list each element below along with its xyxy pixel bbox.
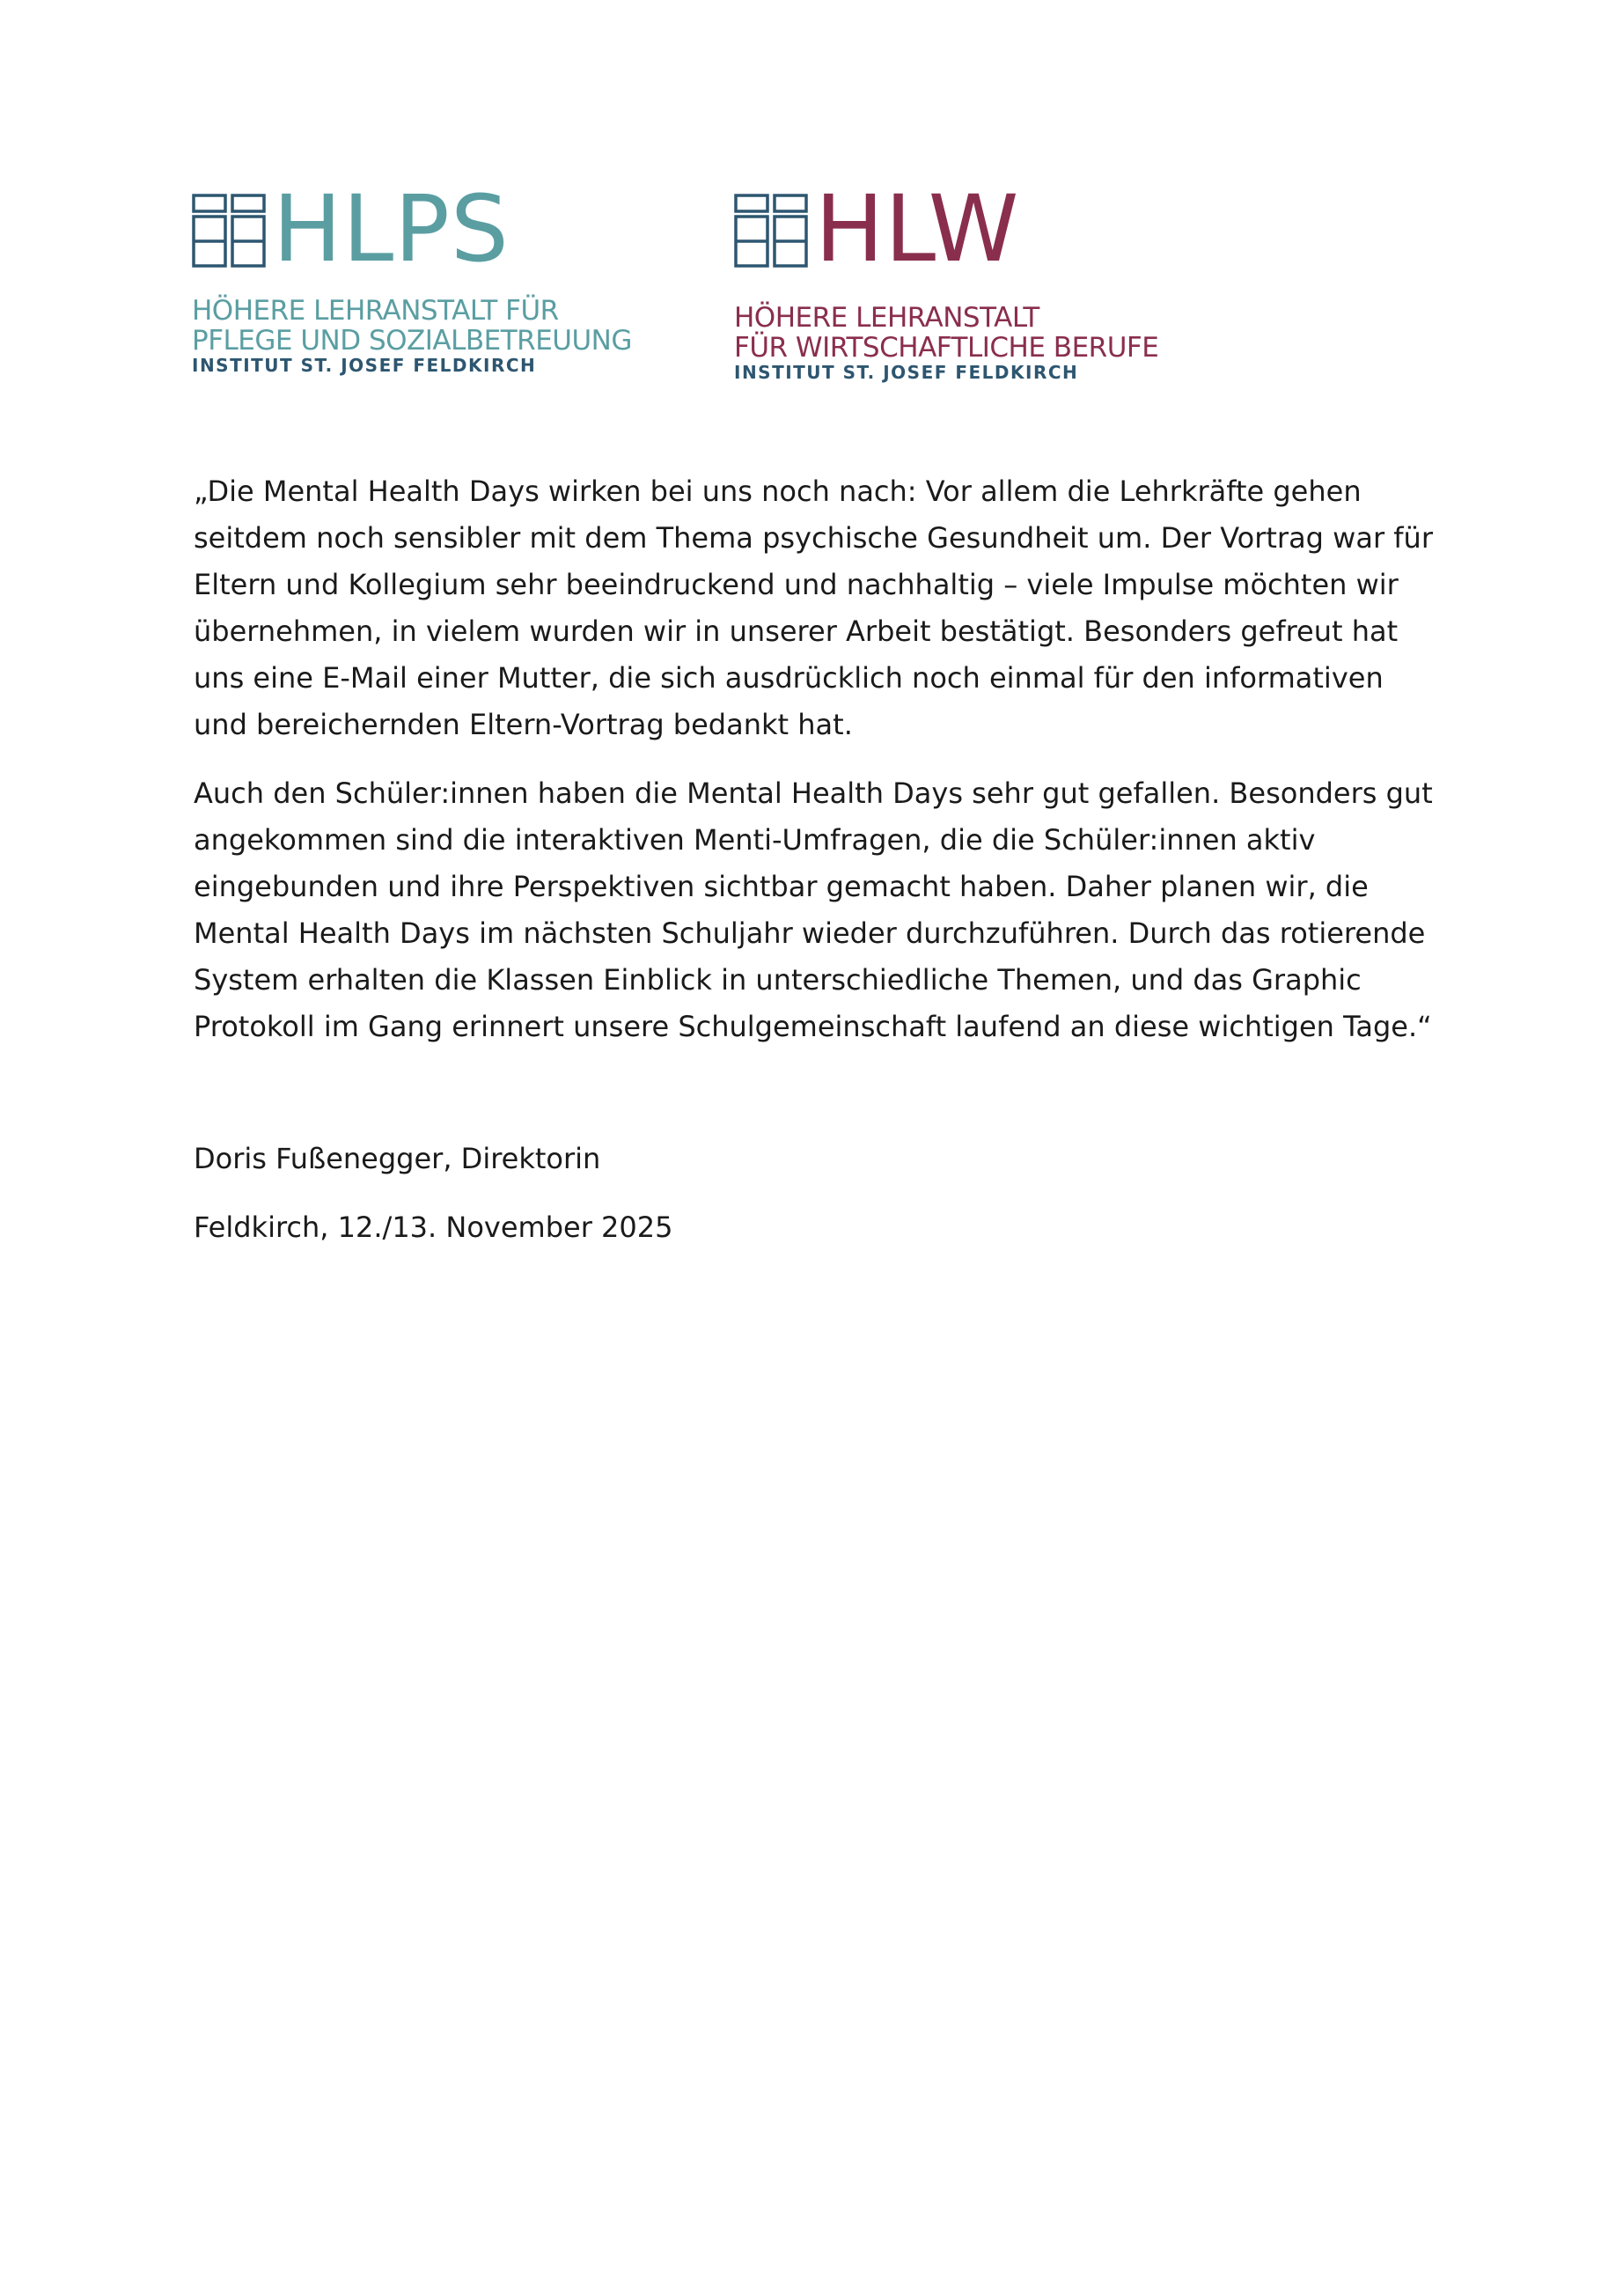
place-date: Feldkirch, 12./13. November 2025 — [194, 1211, 673, 1244]
hlw-abbreviation: HLW — [815, 175, 1020, 283]
hlps-name-line2: PFLEGE UND SOZIALBETREUUNG — [192, 325, 632, 357]
signature-block — [194, 1136, 672, 1251]
quote-paragraph-2: Auch den Schüler:innen haben die Mental Health Days sehr gut gefallen. Besonders gut angekommen sind die interaktiven Menti-Umfragen, die die Schüler:innen aktiv eingebunden und ihre Perspektiven sichtbar gemacht haben. Daher planen wir, die Mental Health Days im nächsten Schuljahr wieder durchzuführen. Durch das rotierende System erhalten die Klassen Einblick in unterschiedliche Themen, und das Graphic Protokoll im Gang erinnert unsere Schulgemeinschaft laufend an diese wichtigen Tage.“ — [194, 776, 1433, 1043]
hlps-name-line1: HÖHERE LEHRANSTALT FÜR — [192, 295, 559, 327]
hlw-name-line1: HÖHERE LEHRANSTALT — [734, 302, 1039, 334]
quote-body — [194, 468, 1443, 1050]
quote-paragraph-1: „Die Mental Health Days wirken bei uns noch nach: Vor allem die Lehrkräfte gehen seitdem noch sensibler mit dem Thema psychische Gesundheit um. Der Vortrag war für Eltern und Kollegium sehr beeindruckend und nachhaltig – viele Impulse möchten wir übernehmen, in vielem wurden wir in unserer Arbeit bestätigt. Besonders gefreut hat uns eine E-Mail einer Mutter, die sich ausdrücklich noch einmal für den informativen und bereichernden Eltern-Vortrag bedankt hat. — [194, 475, 1433, 741]
hlps-logo — [192, 175, 650, 376]
hlw-logo — [734, 175, 1209, 383]
hlw-name-line2: FÜR WIRTSCHAFTLICHE BERUFE — [734, 332, 1159, 364]
window-grid-icon — [734, 194, 808, 268]
signatory-name: Doris Fußenegger, Direktorin — [194, 1142, 601, 1175]
hlps-abbreviation: HLPS — [273, 175, 510, 283]
hlw-institute: INSTITUT ST. JOSEF FELDKIRCH — [734, 362, 1079, 383]
hlps-institute: INSTITUT ST. JOSEF FELDKIRCH — [192, 355, 537, 376]
window-grid-icon — [192, 194, 266, 268]
